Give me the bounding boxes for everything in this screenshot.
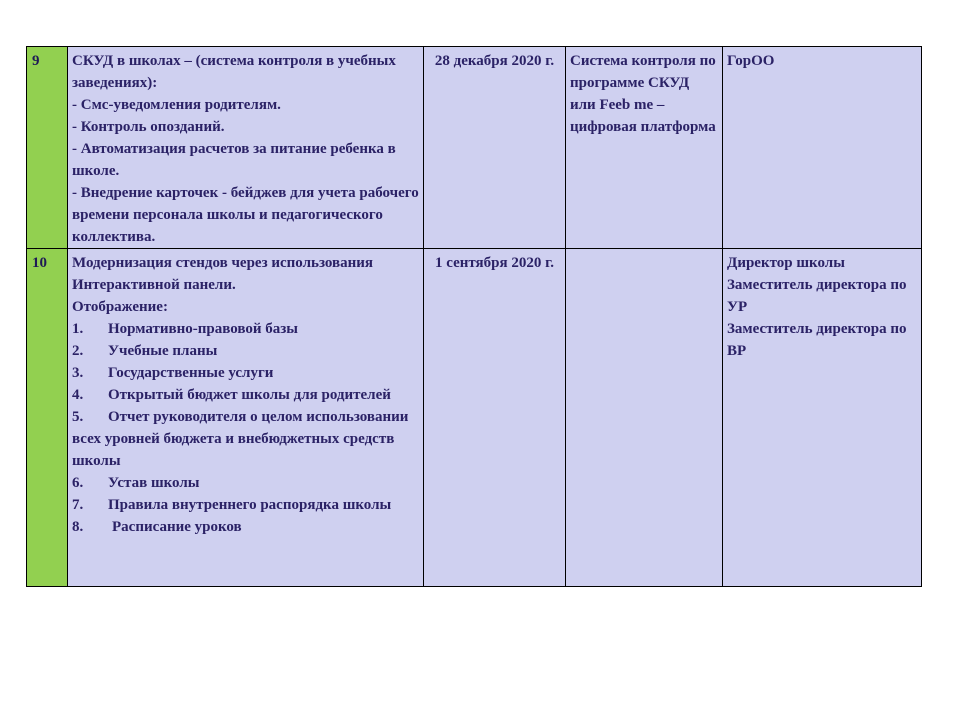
list-item-number: 5.	[72, 409, 84, 425]
tool-cell	[566, 249, 723, 587]
deadline-date: 28 декабря 2020 г.	[434, 53, 555, 69]
responsible-cell	[723, 47, 922, 249]
event-line: - Внедрение карточек - бейджев для учета рабочего времени персонала школы и педагогического коллектива.	[72, 185, 419, 245]
date-cell	[424, 249, 566, 587]
list-item-text: Открытый бюджет школы для родителей	[108, 387, 391, 403]
event-subtitle: Отображение:	[72, 299, 168, 315]
list-item	[72, 494, 419, 516]
responsible-line: Директор школы	[727, 255, 845, 271]
responsible-cell	[723, 249, 922, 587]
list-item	[72, 318, 419, 340]
list-item-number: 1.	[72, 321, 84, 337]
list-item-text: Правила внутреннего распорядка школы	[108, 497, 392, 513]
list-item-number: 3.	[72, 365, 84, 381]
event-line: - Контроль опозданий.	[72, 119, 225, 135]
list-item-number: 7.	[72, 497, 84, 513]
list-item	[72, 340, 419, 362]
date-cell	[424, 47, 566, 249]
event-cell	[68, 249, 424, 587]
list-item	[72, 472, 419, 494]
list-item-text: Учебные планы	[108, 343, 218, 359]
list-item	[72, 516, 419, 538]
list-item-number: 4.	[72, 387, 84, 403]
event-title: Модернизация стендов через использования Интерактивной панели.	[72, 255, 374, 293]
event-cell	[68, 47, 424, 249]
table-row	[27, 249, 922, 587]
table-row	[27, 47, 922, 249]
event-line: - Автоматизация расчетов за питание ребенка в школе.	[72, 141, 396, 179]
responsible-line: Заместитель директора по УР	[727, 277, 907, 315]
plan-table	[26, 46, 922, 587]
list-item	[72, 384, 419, 406]
list-item-text: Отчет руководителя о целом использовании всех уровней бюджета и внебюджетных средств школы	[72, 409, 409, 469]
list-item-number: 6.	[72, 475, 84, 491]
list-item	[72, 406, 419, 472]
deadline-date: 1 сентября 2020 г.	[434, 255, 554, 271]
responsible-line: Заместитель директора по ВР	[727, 321, 907, 359]
tool-text: Система контроля по программе СКУД или Feeb me – цифровая платформа	[570, 53, 716, 135]
list-item-number: 8.	[72, 519, 84, 535]
list-item-text: Государственные услуги	[108, 365, 274, 381]
row-number-cell	[27, 47, 68, 249]
row-number: 10	[32, 255, 47, 271]
event-line: - Смс-уведомления родителям.	[72, 97, 281, 113]
event-title: СКУД в школах – (система контроля в учебных заведениях):	[72, 53, 396, 91]
list-item-text: Устав школы	[108, 475, 200, 491]
list-item-number: 2.	[72, 343, 84, 359]
responsible-line: ГорОО	[727, 53, 775, 69]
tool-cell	[566, 47, 723, 249]
list-item	[72, 362, 419, 384]
list-item-text: Расписание уроков	[112, 519, 242, 535]
row-number-cell	[27, 249, 68, 587]
list-item-text: Нормативно-правовой базы	[108, 321, 298, 337]
row-number: 9	[32, 53, 40, 69]
